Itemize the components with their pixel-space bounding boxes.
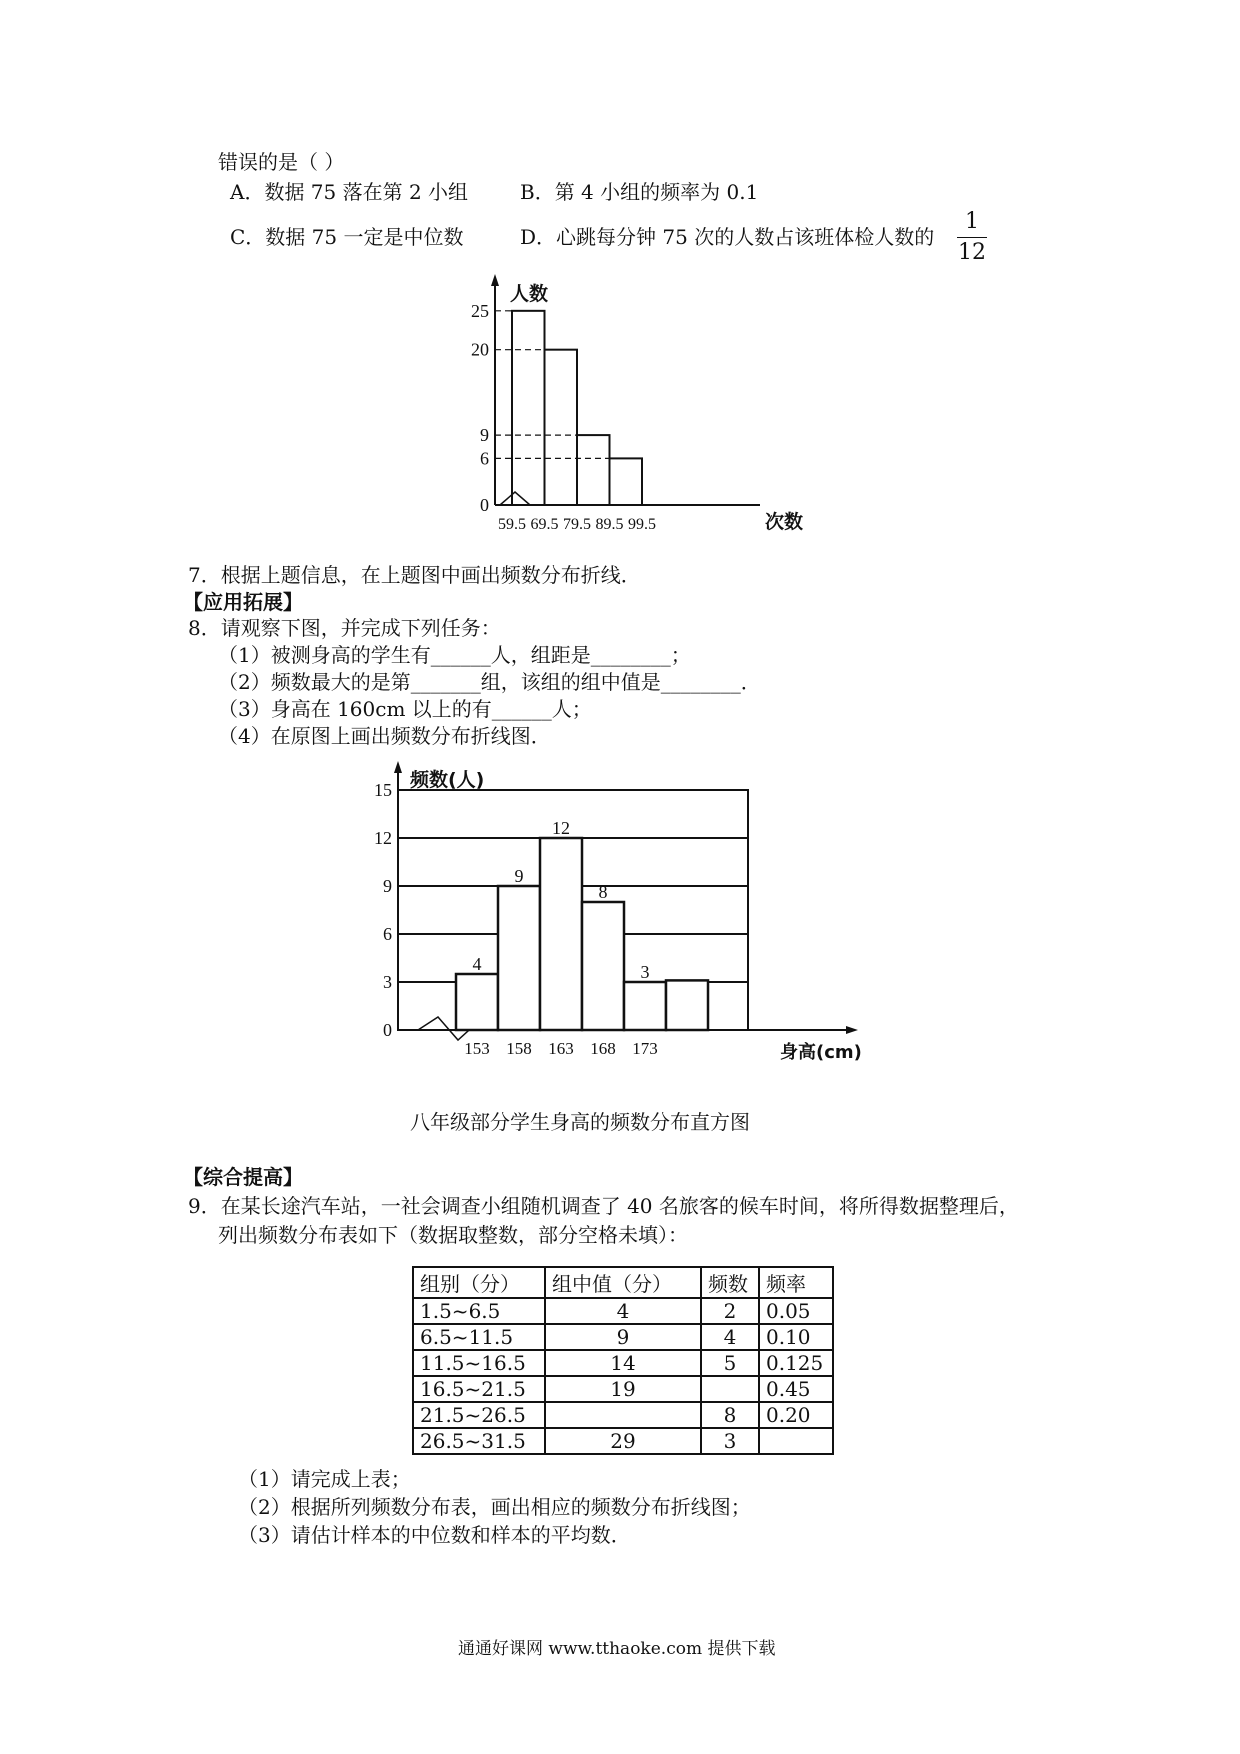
- histogram-bar: [540, 838, 582, 1030]
- table-cell: 0.05: [759, 1298, 833, 1324]
- section-improve-heading: 【综合提高】: [183, 1165, 303, 1189]
- q6-intro: 错误的是（ ）: [218, 150, 345, 174]
- table-cell: 3: [701, 1428, 759, 1454]
- table-cell: 9: [545, 1324, 701, 1350]
- x-tick-label: 158: [506, 1039, 532, 1058]
- y-tick-label: 25: [471, 300, 489, 321]
- fraction-bar: [957, 237, 987, 238]
- y-tick-label: 9: [480, 425, 489, 446]
- y-tick-label: 0: [480, 495, 489, 515]
- histogram-heartbeat: [460, 270, 840, 535]
- table-cell: 16.5~21.5: [413, 1376, 545, 1402]
- q8-item-3: （3）身高在 160cm 以上的有______人；: [218, 697, 592, 721]
- table-header: 频率: [759, 1267, 833, 1298]
- table-cell: 6.5~11.5: [413, 1324, 545, 1350]
- table-cell: 8: [701, 1402, 759, 1428]
- table-row: [413, 1428, 833, 1454]
- table-header: 频数: [701, 1267, 759, 1298]
- x-tick-label: 89.5: [595, 516, 624, 533]
- q8-item-4: （4）在原图上画出频数分布折线图．: [218, 724, 551, 748]
- y-tick-label: 12: [374, 828, 392, 848]
- histogram-bar: [610, 458, 643, 505]
- q9-stem-line1: 9．在某长途汽车站，一社会调查小组随机调查了 40 名旅客的候车时间，将所得数据整理后，: [188, 1194, 1019, 1218]
- x-tick-label: 79.5: [563, 516, 591, 533]
- y-axis-arrow-icon: [394, 761, 402, 773]
- q8-item-2: （2）频数最大的是第_______组，该组的组中值是________．: [218, 670, 761, 694]
- y-tick-label: 6: [480, 448, 489, 469]
- table-row: [413, 1376, 833, 1402]
- bar-value-label: 9: [514, 866, 524, 886]
- table-cell: 2: [701, 1298, 759, 1324]
- q6-option-d-fraction: [957, 210, 987, 265]
- q6-option-a: A．数据 75 落在第 2 小组: [230, 180, 469, 204]
- q6-option-c: C．数据 75 一定是中位数: [230, 225, 464, 249]
- table-cell: 21.5~26.5: [413, 1402, 545, 1428]
- table-cell: 0.10: [759, 1324, 833, 1350]
- table-header: 组别（分）: [413, 1267, 545, 1298]
- y-tick-label: 9: [383, 876, 392, 896]
- bar-value-label: 8: [598, 882, 608, 902]
- table-cell: 1.5~6.5: [413, 1298, 545, 1324]
- table-row: [413, 1324, 833, 1350]
- histogram-bar: [624, 982, 666, 1030]
- table-cell: 29: [545, 1428, 701, 1454]
- q6-option-d: D．心跳每分钟 75 次的人数占该班体检人数的: [520, 225, 935, 249]
- fraction-numerator: 1: [965, 209, 979, 234]
- x-tick-label: 59.5: [498, 516, 526, 533]
- table-row: [413, 1402, 833, 1428]
- table-cell: 11.5~16.5: [413, 1350, 545, 1376]
- histogram-bar: [577, 435, 610, 505]
- x-tick-label: 163: [548, 1039, 574, 1058]
- bar-value-label: 3: [640, 962, 650, 982]
- table-cell: 14: [545, 1350, 701, 1376]
- y-axis-arrow-icon: [491, 274, 499, 286]
- x-axis-label: 次数: [765, 511, 804, 533]
- table-cell: 5: [701, 1350, 759, 1376]
- histogram-bar: [582, 902, 624, 1030]
- frequency-table: [412, 1266, 834, 1455]
- table-header: 组中值（分）: [545, 1267, 701, 1298]
- table-cell: 26.5~31.5: [413, 1428, 545, 1454]
- table-cell: 0.125: [759, 1350, 833, 1376]
- q8-item-1: （1）被测身高的学生有______人，组距是________；: [218, 643, 691, 667]
- y-tick-label: 0: [383, 1020, 392, 1040]
- x-tick-label: 99.5: [628, 516, 656, 533]
- y-axis-label: 频数(人): [410, 769, 485, 791]
- histogram-bar: [498, 886, 540, 1030]
- axis-break-mark: [500, 492, 530, 505]
- histogram-bar: [666, 980, 708, 1030]
- q8-stem: 8．请观察下图，并完成下列任务：: [188, 616, 501, 640]
- table-cell: [759, 1428, 833, 1454]
- bar-value-label: 4: [472, 954, 482, 974]
- table-cell: 4: [701, 1324, 759, 1350]
- chart-caption: 八年级部分学生身高的频数分布直方图: [410, 1110, 750, 1134]
- x-tick-label: 69.5: [530, 516, 559, 533]
- footer-credit: 通通好课网 www.tthaoke.com 提供下载: [458, 1639, 776, 1659]
- table-cell: [545, 1402, 701, 1428]
- table-cell: [701, 1376, 759, 1402]
- fraction-denominator: 12: [958, 240, 986, 266]
- y-tick-label: 15: [374, 780, 392, 800]
- y-tick-label: 6: [383, 924, 392, 944]
- table-header-row: [413, 1267, 833, 1298]
- y-tick-label: 20: [471, 339, 489, 360]
- section-apply-heading: 【应用拓展】: [183, 590, 303, 614]
- q9-task-1: （1）请完成上表；: [238, 1467, 411, 1491]
- histogram-bar: [512, 311, 545, 505]
- y-axis-label: 人数: [510, 283, 549, 305]
- histogram-bar: [545, 350, 578, 505]
- x-tick-label: 153: [464, 1039, 490, 1058]
- x-axis-arrow-icon: [846, 1026, 858, 1034]
- x-tick-label: 173: [632, 1039, 658, 1058]
- bar-value-label: 12: [552, 818, 570, 838]
- histogram-bar: [456, 974, 498, 1030]
- table-cell: 0.20: [759, 1402, 833, 1428]
- q9-task-2: （2）根据所列频数分布表，画出相应的频数分布折线图；: [238, 1495, 751, 1519]
- table-cell: 0.45: [759, 1376, 833, 1402]
- table-cell: 19: [545, 1376, 701, 1402]
- q6-option-b: B．第 4 小组的频率为 0.1: [520, 180, 759, 204]
- q7-text: 7．根据上题信息，在上题图中画出频数分布折线．: [188, 563, 641, 587]
- table-row: [413, 1350, 833, 1376]
- y-tick-label: 3: [383, 972, 392, 992]
- table-cell: 4: [545, 1298, 701, 1324]
- histogram-height: [360, 755, 900, 1070]
- x-axis-label: 身高(cm): [780, 1042, 862, 1063]
- table-row: [413, 1298, 833, 1324]
- q9-stem-line2: 列出频数分布表如下（数据取整数，部分空格未填）：: [218, 1223, 688, 1247]
- x-tick-label: 168: [590, 1039, 616, 1058]
- q9-task-3: （3）请估计样本的中位数和样本的平均数．: [238, 1523, 631, 1547]
